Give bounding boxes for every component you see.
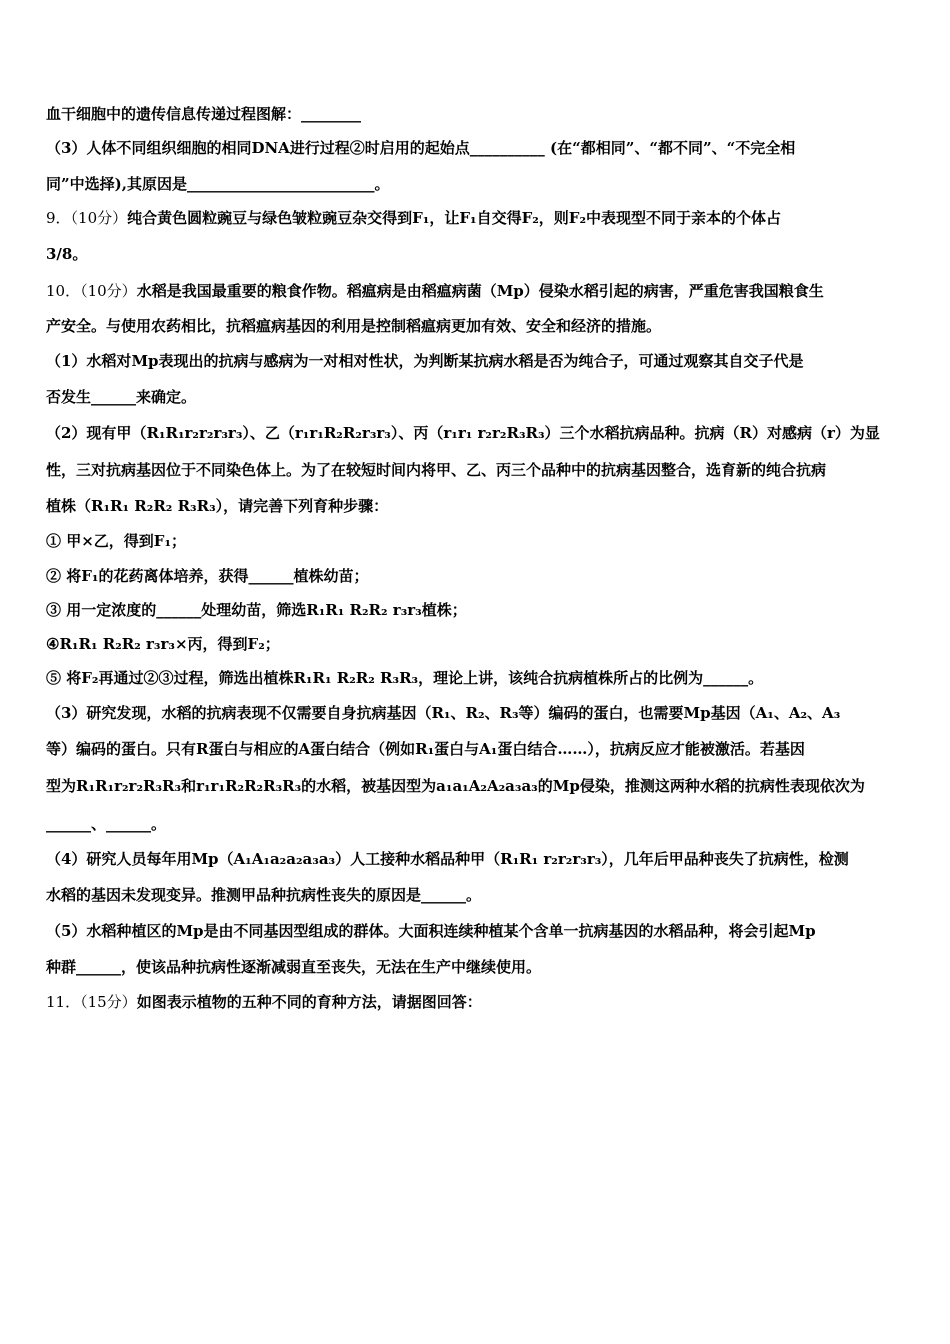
text-line: （1）水稻对Mp表现出的抗病与感病为一对相对性状，为判断某抗病水稻是否为纯合子，可通过观察其自交子代是: [46, 352, 804, 370]
question-text: 水稻是我国最重要的粮食作物。稻瘟病是由稻瘟病菌（Mp）侵染水稻引起的病害，严重危害我国粮食生: [136, 282, 824, 300]
question-text: 纯合黄色圆粒豌豆与绿色皱粒豌豆杂交得到F₁，让F₁自交得F₂，则F₂中表现型不同于亲本的个体占: [127, 209, 782, 227]
text-line: （3）人体不同组织细胞的相同DNA进行过程②时启用的起始点__________ (在“都相同”、“都不同”、“不完全相: [46, 139, 796, 157]
text-line: 植株（R₁R₁ R₂R₂ R₃R₃），请完善下列育种步骤：: [46, 497, 389, 515]
question-10: [46, 281, 824, 301]
text-line: 血干细胞中的遗传信息传递过程图解：________: [46, 105, 362, 123]
text-line: 水稻的基因未发现变异。推测甲品种抗病性丧失的原因是______。: [46, 886, 482, 904]
step-4: ④R₁R₁ R₂R₂ r₃r₃×丙，得到F₂；: [46, 635, 280, 653]
step-3: ③ 用一定浓度的______处理幼苗，筛选R₁R₁ R₂R₂ r₃r₃植株；: [46, 601, 467, 619]
question-number: 9．（10分）: [46, 209, 128, 227]
step-2: ② 将F₁的花药离体培养，获得______植株幼苗；: [46, 567, 369, 585]
question-text: 如图表示植物的五种不同的育种方法，请据图回答：: [136, 993, 482, 1011]
text-line: ______、______。: [46, 815, 167, 833]
text-line: 型为R₁R₁r₂r₂R₃R₃和r₁r₁R₂R₂R₃R₃的水稻，被基因型为a₁a₁A₂A₂a₃a₃的Mp侵染，推测这两种水稻的抗病性表现依次为: [46, 777, 865, 795]
text-line: （4）研究人员每年用Mp（A₁A₁a₂a₂a₃a₃）人工接种水稻品种甲（R₁R₁ r₂r₂r₃r₃），几年后甲品种丧失了抗病性，检测: [46, 850, 849, 868]
question-9: [46, 208, 781, 228]
question-number: 10．（10分）: [46, 282, 137, 300]
question-number: 11．（15分）: [46, 993, 137, 1011]
step-1: ① 甲×乙，得到F₁；: [46, 532, 187, 550]
text-line: （5）水稻种植区的Mp是由不同基因型组成的群体。大面积连续种植某个含单一抗病基因的水稻品种，将会引起Mp: [46, 922, 816, 940]
text-line: 同”中选择),其原因是_________________________。: [46, 175, 390, 193]
step-5: ⑤ 将F₂再通过②③过程，筛选出植株R₁R₁ R₂R₂ R₃R₃，理论上讲，该纯合抗病植株所占的比例为______。: [46, 669, 764, 687]
text-line: 产安全。与使用农药相比，抗稻瘟病基因的利用是控制稻瘟病更加有效、安全和经济的措施。: [46, 317, 662, 335]
text-line: 种群______，使该品种抗病性逐渐减弱直至丧失，无法在生产中继续使用。: [46, 958, 542, 976]
text-line: （3）研究发现，水稻的抗病表现不仅需要自身抗病基因（R₁、R₂、R₃等）编码的蛋白，也需要Mp基因（A₁、A₂、A₃: [46, 704, 841, 722]
text-line: 等）编码的蛋白。只有R蛋白与相应的A蛋白结合（例如R₁蛋白与A₁蛋白结合……），抗病反应才能被激活。若基因: [46, 740, 805, 758]
question-11: [46, 992, 482, 1012]
text-line: （2）现有甲（R₁R₁r₂r₂r₃r₃）、乙（r₁r₁R₂R₂r₃r₃）、丙（r₁r₁ r₂r₂R₃R₃）三个水稻抗病品种。抗病（R）对感病（r）为显: [46, 424, 880, 442]
text-line: 否发生______来确定。: [46, 388, 197, 406]
text-line: 3/8。: [46, 245, 88, 263]
text-line: 性，三对抗病基因位于不同染色体上。为了在较短时间内将甲、乙、丙三个品种中的抗病基因整合，选育新的纯合抗病: [46, 461, 827, 479]
